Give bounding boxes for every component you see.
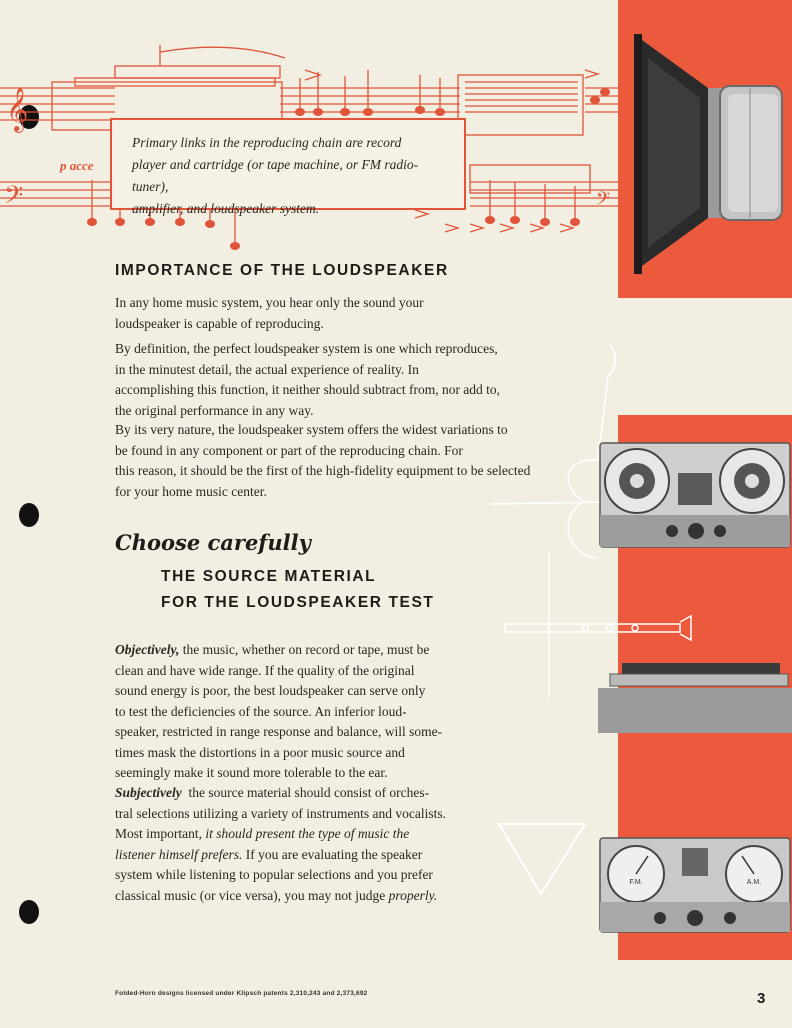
lead-subjectively: Subjectively	[115, 785, 182, 800]
triangle-icon	[495, 820, 595, 900]
text-line-italic: listener himself prefers.	[115, 846, 243, 862]
binder-hole	[19, 900, 39, 924]
text-line: By definition, the perfect loudspeaker system is one which reproduces,	[115, 341, 498, 356]
text-line: accomplishing this function, it neither should subtract from, nor add to,	[115, 382, 501, 397]
text-line: for your home music center.	[115, 483, 267, 499]
svg-text:𝄢: 𝄢	[596, 189, 611, 214]
text-line: In any home music system, you hear only the sound your	[115, 295, 424, 310]
text-line: Most important,	[115, 826, 202, 841]
text-line-italic: it should present the type of music the	[205, 826, 410, 841]
callout-box	[110, 118, 466, 216]
page-number: 3	[757, 990, 766, 1007]
tape-recorder-icon	[600, 443, 792, 547]
text-line: in the minutest detail, the actual experience of reality. In	[115, 361, 419, 377]
section-heading-importance: IMPORTANCE OF THE LOUDSPEAKER	[115, 262, 449, 279]
text-line-italic: properly.	[388, 887, 438, 903]
svg-text:𝄞: 𝄞	[6, 87, 29, 131]
text-line: the original performance in any way.	[115, 402, 314, 418]
text-line: loudspeaker is capable of reproducing.	[115, 315, 324, 331]
loudspeaker-icon	[630, 28, 790, 278]
am-dial-label: A.M.	[746, 879, 762, 886]
text-line: If you are evaluating the speaker	[245, 846, 423, 862]
callout-line: Primary links in the reproducing chain are record	[132, 135, 402, 150]
text-line: the source material should consist of orches-	[188, 785, 430, 800]
text-line: times mask the distortions in a poor music source and	[115, 744, 405, 760]
text-line: be found in any component or part of the reproducing chain. For	[115, 442, 463, 458]
paragraph-1	[115, 293, 585, 334]
text-line: speaker, restricted in range response and balance, will some-	[115, 724, 443, 739]
text-line: seemingly make it sound more tolerable to the ear.	[115, 765, 388, 780]
turntable-icon	[598, 660, 792, 735]
callout-line: amplifier, and loudspeaker system.	[132, 201, 320, 216]
footnote: Folded-Horn designs licensed under Klipsch patents 2,310,243 and 2,373,692	[115, 990, 368, 997]
paragraph-subjectively	[115, 783, 450, 906]
text-line: clean and have wide range. If the quality of the original	[115, 662, 415, 678]
text-line: system while listening to popular selections and you prefer	[115, 867, 433, 882]
binder-hole	[19, 503, 39, 527]
section-heading-source-1: THE SOURCE MATERIAL	[161, 568, 377, 585]
section-heading-source-2: FOR THE LOUDSPEAKER TEST	[161, 594, 435, 611]
paragraph-2	[115, 339, 585, 421]
text-line: By its very nature, the loudspeaker system offers the widest variations to	[115, 422, 508, 437]
text-line: sound energy is poor, the best loudspeaker can serve only	[115, 683, 426, 698]
text-line: to test the deficiencies of the source. An inferior loud-	[115, 703, 407, 719]
text-line: this reason, it should be the first of the high-fidelity equipment to be selected	[115, 463, 531, 478]
text-line: the music, whether on record or tape, must be	[182, 642, 430, 657]
text-line: tral selections utilizing a variety of instruments and vocalists.	[115, 805, 447, 821]
paragraph-objectively	[115, 640, 445, 784]
music-marking: p acce	[60, 158, 94, 173]
script-title: Choose carefully	[115, 530, 311, 555]
callout-line: player and cartridge (or tape machine, or FM radio-tuner),	[132, 157, 419, 194]
fm-dial-label: F.M.	[629, 879, 643, 886]
tuner-icon	[600, 838, 792, 932]
svg-text:𝄢: 𝄢	[4, 181, 24, 216]
lead-objectively: Objectively,	[115, 642, 180, 657]
paragraph-3	[115, 420, 585, 502]
text-line: classical music (or vice versa), you may not judge	[115, 887, 386, 903]
